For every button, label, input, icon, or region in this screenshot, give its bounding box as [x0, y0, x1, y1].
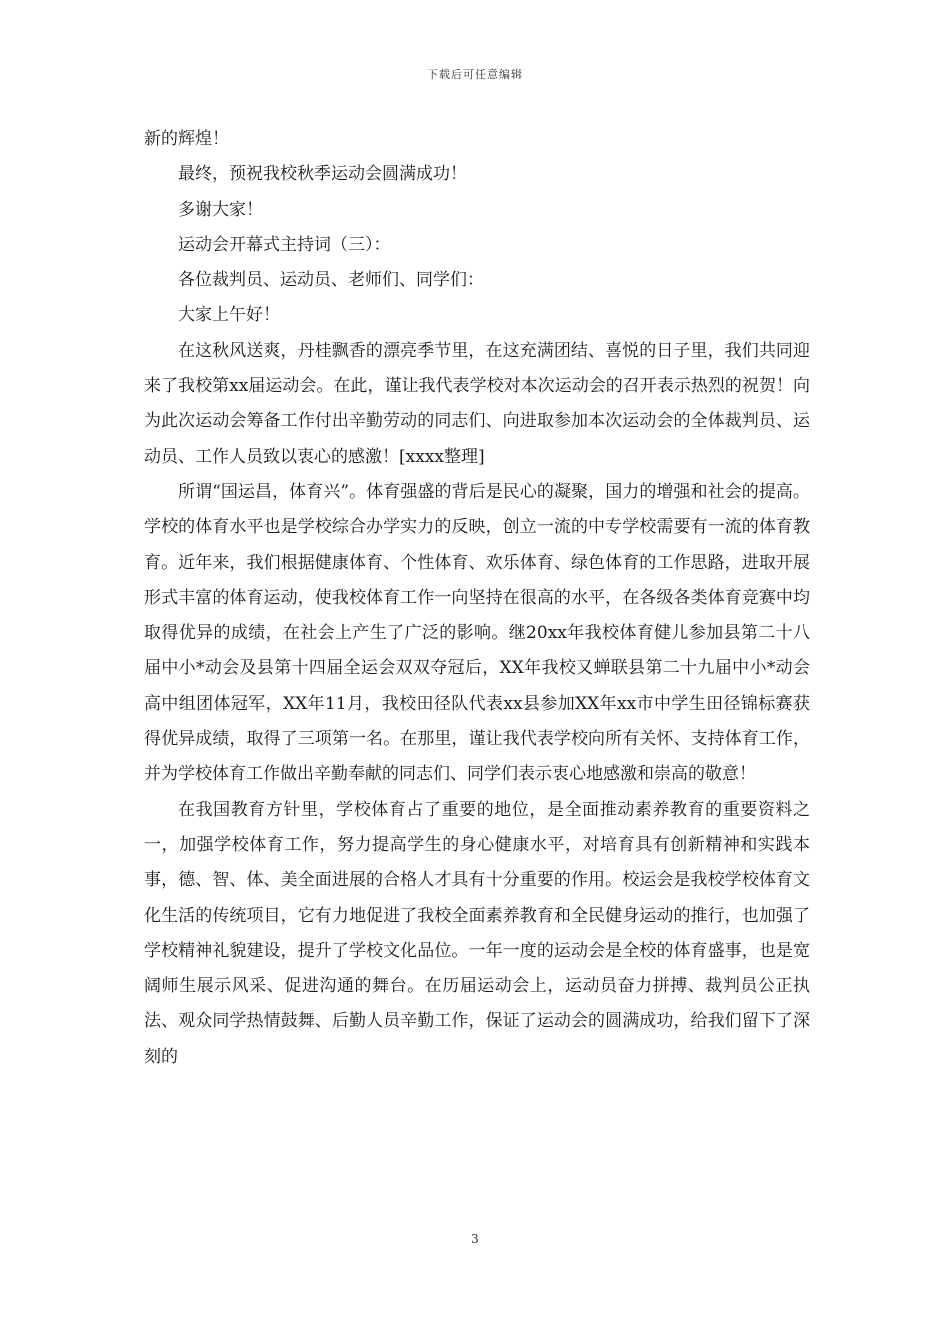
paragraph: 所谓“国运昌，体育兴”。体育强盛的背后是民心的凝聚，国力的增强和社会的提高。学校的体育水平也是学校综合办学实力的反映，创立一流的中专学校需要有一流的体育教育。近年来，我们根据健康体育、个性体育、欢乐体育、绿色体育的工作思路，进取开展形式丰富的体育运动，使我校体育工作一向坚持在很高的水平，在各级各类体育竞赛中均取得优异的成绩，在社会上产生了广泛的影响。继20xx年我校体育健儿参加县第二十八届中小*动会及县第十四届全运会双双夺冠后，XX年我校又蝉联县第二十九届中小*动会高中组团体冠军，XX年11月，我校田径队代表xx县参加XX年xx市中学生田径锦标赛获得优异成绩，取得了三项第一名。在那里，谨让我代表学校向所有关怀、支持体育工作，并为学校体育工作做出辛勤奉献的同志们、同学们表示衷心地感激和崇高的敬意！ [144, 481, 810, 785]
paragraph: 在这秋风送爽，丹桂飘香的漂亮季节里，在这充满团结、喜悦的日子里，我们共同迎来了我校第xx届运动会。在此，谨让我代表学校对本次运动会的召开表示热烈的祝贺！向为此次运动会筹备工作付出辛勤劳动的同志们、向进取参加本次运动会的全体裁判员、运动员、工作人员致以衷心的感激！[xxxx整理] [144, 340, 810, 467]
paragraph: 多谢大家！ [178, 199, 263, 220]
salutation: 各位裁判员、运动员、老师们、同学们： [178, 270, 484, 291]
section-heading: 运动会开幕式主持词（三）： [178, 234, 391, 255]
paragraph: 新的辉煌！ [144, 129, 229, 149]
document-body [144, 122, 810, 1075]
paragraph: 在我国教育方针里，学校体育占了重要的地位，是全面推动素养教育的重要资料之一，加强学校体育工作，努力提高学生的身心健康水平，对培育具有创新精神和实践本事，德、智、体、美全面进展的合格人才具有十分重要的作用。校运会是我校学校体育文化生活的传统项目，它有力地促进了我校全面素养教育和全民健身运动的推行，也加强了学校精神礼貌建设，提升了学校文化品位。一年一度的运动会是全校的体育盛事，也是宽阔师生展示风采、促进沟通的舞台。在历届运动会上，运动员奋力拼搏、裁判员公正执法、观众同学热情鼓舞、后勤人员辛勤工作，保证了运动会的圆满成功，给我们留下了深刻的 [144, 799, 810, 1067]
page-number: 3 [471, 1232, 479, 1246]
page-header-note: 下载后可任意编辑 [427, 68, 523, 81]
paragraph: 最终，预祝我校秋季运动会圆满成功！ [178, 164, 467, 185]
greeting: 大家上午好！ [178, 305, 280, 326]
